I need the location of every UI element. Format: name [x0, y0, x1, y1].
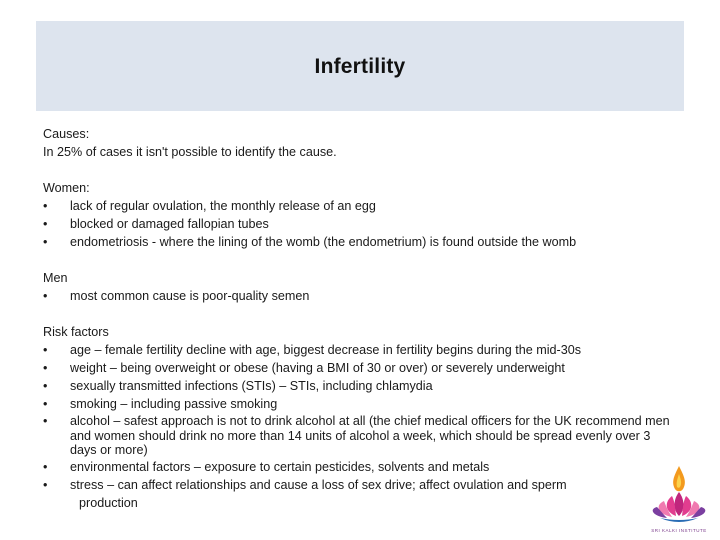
list-item: • sexually transmitted infections (STIs) – STIs, including chlamydia [43, 379, 433, 393]
list-item: • blocked or damaged fallopian tubes [43, 217, 269, 231]
list-item: • endometriosis - where the lining of the womb (the endometrium) is found outside the womb [43, 235, 577, 249]
slide-body [43, 125, 673, 512]
list-item: • weight – being overweight or obese (having a BMI of 30 or over) or severely underweight [43, 361, 565, 375]
list-item: • most common cause is poor-quality semen [43, 289, 310, 303]
stress-continuation: production [79, 495, 138, 510]
risk-heading: Risk factors [43, 325, 109, 339]
diya-lotus-logo-icon [642, 462, 716, 536]
list-item: • lack of regular ovulation, the monthly release of an egg [43, 199, 376, 213]
list-item: • alcohol – safest approach is not to drink alcohol at all (the chief medical officers for the UK recommend men and women should drink no more than 14 units of alcohol a week, which should be spread evenly over 3 days or more) [43, 414, 670, 457]
list-item: • stress – can affect relationships and cause a loss of sex drive; affect ovulation and sperm [43, 477, 567, 492]
women-heading: Women: [43, 181, 90, 195]
men-heading: Men [43, 271, 68, 285]
causes-note: In 25% of cases it isn't possible to identify the cause. [43, 145, 337, 159]
logo-text: SRI KALKI INSTITUTE [651, 528, 707, 533]
list-item: • environmental factors – exposure to certain pesticides, solvents and metals [43, 459, 490, 474]
title-banner [36, 21, 684, 111]
page-title: Infertility [314, 55, 406, 78]
list-item: • smoking – including passive smoking [43, 397, 278, 411]
list-item: • age – female fertility decline with age, biggest decrease in fertility begins during the mid-30s [43, 343, 582, 357]
causes-heading: Causes: [43, 127, 90, 141]
